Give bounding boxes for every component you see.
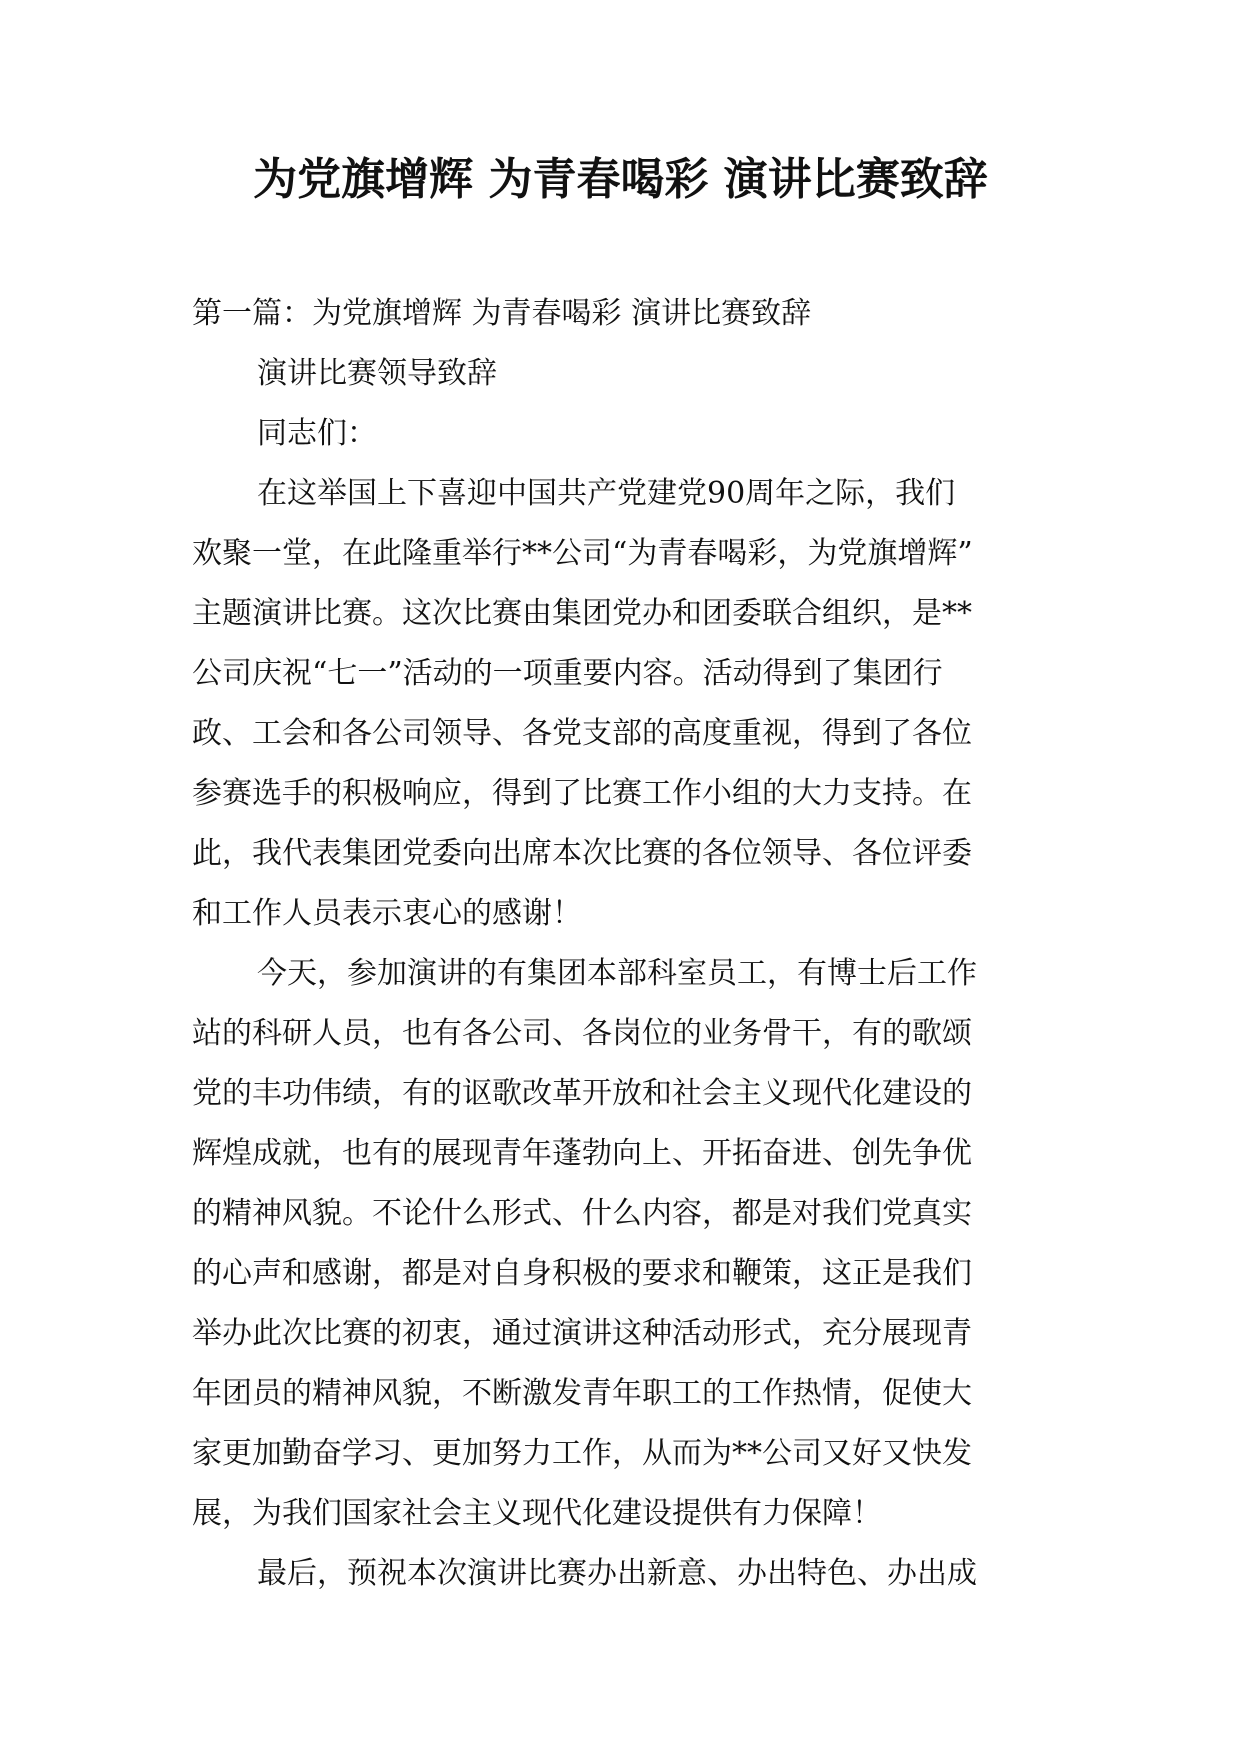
body-text-line: 第一篇：为党旗增辉 为青春喝彩 演讲比赛致辞 <box>192 296 812 331</box>
body-text-line: 年团员的精神风貌，不断激发青年职工的工作热情，促使大 <box>192 1376 972 1411</box>
body-text-line: 的精神风貌。不论什么形式、什么内容，都是对我们党真实 <box>192 1196 972 1231</box>
body-text-line: 主题演讲比赛。这次比赛由集团党办和团委联合组织，是** <box>192 596 972 631</box>
body-text-line: 家更加勤奋学习、更加努力工作，从而为**公司又好又快发 <box>192 1436 972 1471</box>
body-text-line: 欢聚一堂，在此隆重举行**公司“为青春喝彩，为党旗增辉” <box>192 536 973 571</box>
body-text-line: 同志们： <box>257 416 377 451</box>
body-text-line: 的心声和感谢，都是对自身积极的要求和鞭策，这正是我们 <box>192 1256 972 1291</box>
body-text-line: 在这举国上下喜迎中国共产党建党90周年之际，我们 <box>257 476 956 511</box>
body-text-line: 政、工会和各公司领导、各党支部的高度重视，得到了各位 <box>192 716 972 751</box>
body-text-line: 党的丰功伟绩，有的讴歌改革开放和社会主义现代化建设的 <box>192 1076 972 1111</box>
body-text-line: 辉煌成就，也有的展现青年蓬勃向上、开拓奋进、创先争优 <box>192 1136 972 1171</box>
body-text-line: 和工作人员表示衷心的感谢！ <box>192 896 582 931</box>
body-text-line: 站的科研人员，也有各公司、各岗位的业务骨干，有的歌颂 <box>192 1016 972 1051</box>
body-text-line: 参赛选手的积极响应，得到了比赛工作小组的大力支持。在 <box>192 776 972 811</box>
document-body <box>192 284 1052 1604</box>
document-title: 为党旗增辉 为青春喝彩 演讲比赛致辞 <box>253 154 988 205</box>
body-text-line: 最后，预祝本次演讲比赛办出新意、办出特色、办出成 <box>257 1556 977 1591</box>
body-text-line: 公司庆祝“七一”活动的一项重要内容。活动得到了集团行 <box>192 656 943 691</box>
body-text-line: 此，我代表集团党委向出席本次比赛的各位领导、各位评委 <box>192 836 972 871</box>
body-text-line: 举办此次比赛的初衷，通过演讲这种活动形式，充分展现青 <box>192 1316 972 1351</box>
body-text-line: 展，为我们国家社会主义现代化建设提供有力保障！ <box>192 1496 882 1531</box>
body-text-line: 演讲比赛领导致辞 <box>257 356 497 391</box>
body-text-line: 今天，参加演讲的有集团本部科室员工，有博士后工作 <box>257 956 977 991</box>
